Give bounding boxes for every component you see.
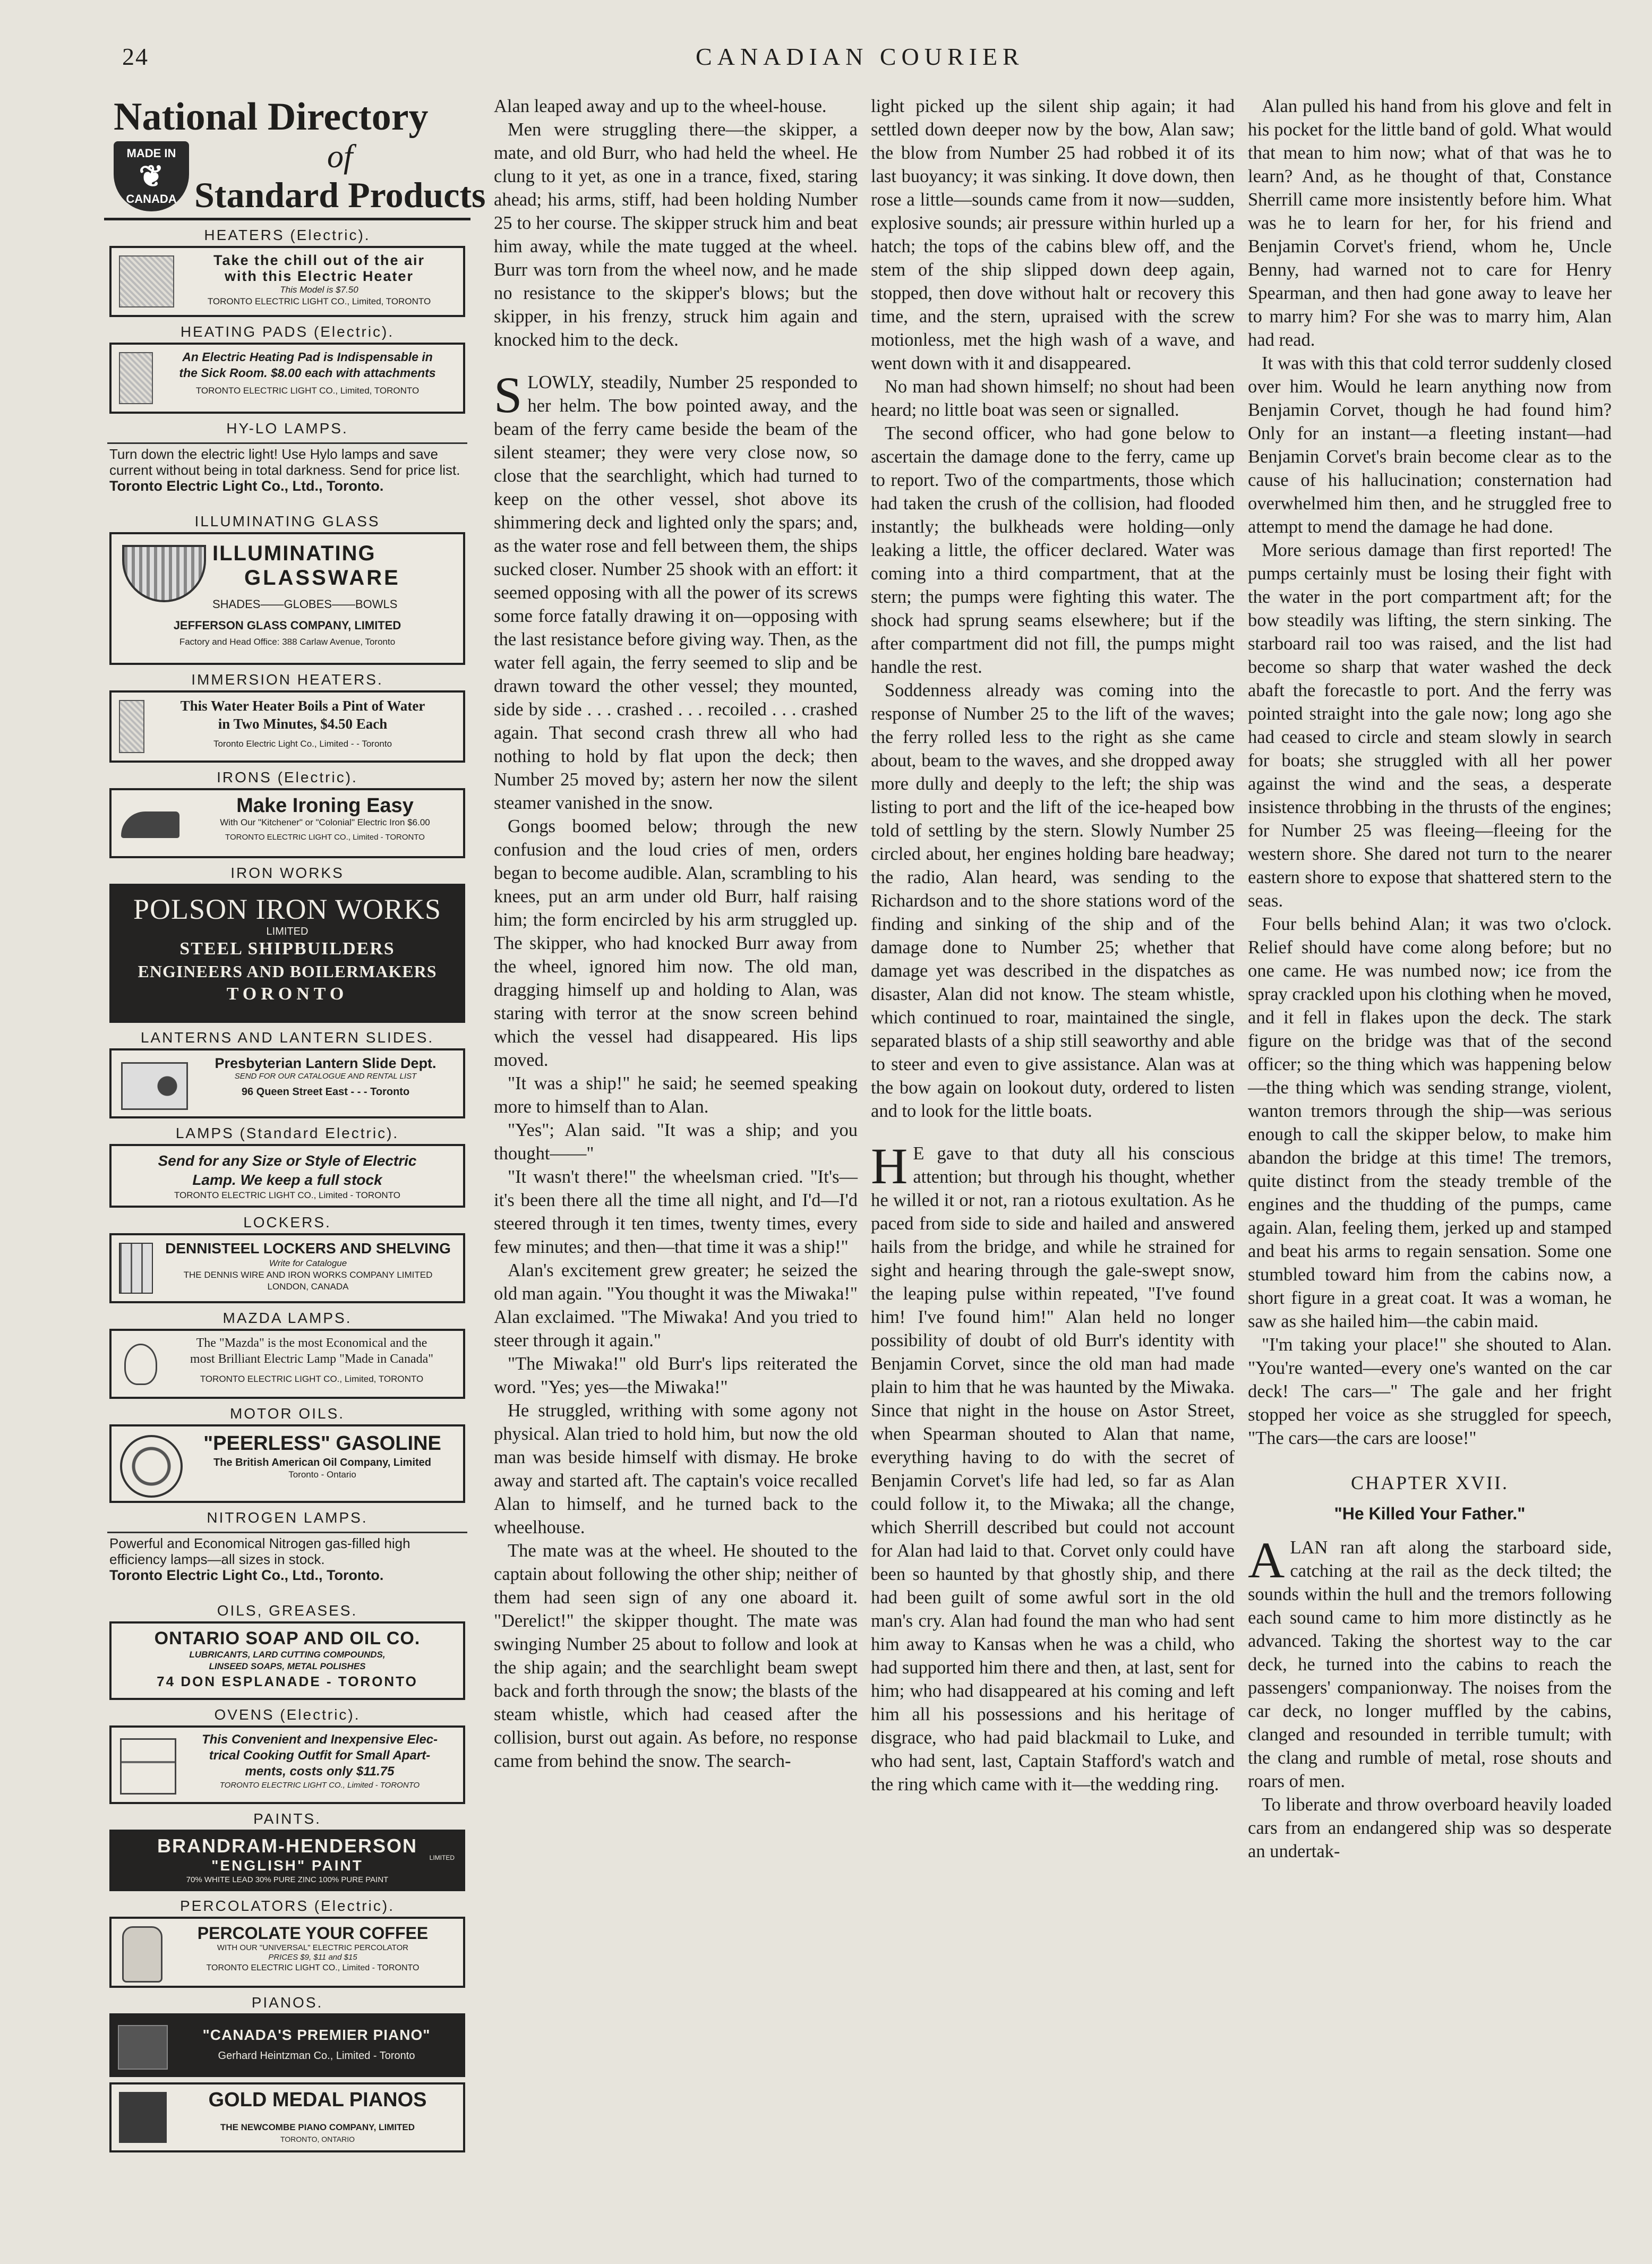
irons-heading: IRONS (Electric). (217, 769, 358, 785)
story-paragraph: "Yes"; Alan said. "It was a ship; and you thought——" (494, 1120, 858, 1164)
peerless-gasoline-ad (109, 1424, 465, 1503)
chapter-subtitle: "He Killed Your Father." (1334, 1504, 1526, 1523)
hylo-ad (104, 444, 470, 507)
brandram-ad-line1: BRANDRAM-HENDERSON (157, 1835, 417, 1857)
drop-cap: A (1248, 1532, 1285, 1588)
story-paragraph: He struggled, writhing with some agony not physical. Alan tried to hold him, but now the old man was beside himself with dismay. He broke away and started aft. The captain's voice recalled Alan to himself, and he turned back to the wheelhouse. (494, 1400, 858, 1537)
heater-ad-company: TORONTO ELECTRIC LIGHT CO., Limited, TORONTO (207, 296, 431, 306)
percolator-ad-line2: WITH OUR "UNIVERSAL" ELECTRIC PERCOLATOR (217, 1943, 409, 1952)
story-paragraph: "I'm taking your place!" she shouted to Alan. "You're wanted—every one's wanted on the car deck! The cars—" The gale and her fright stopped her voice as she struggled for speech, "The cars—the cars are loose!" (1248, 1335, 1612, 1448)
story-paragraph-text: LAN ran aft along the starboard side, catching at the rail as the deck tilted; the sounds within the hull and the tremors following each sound came to him more distinctly as he advanced. Taking the shortest way to the car deck, he turned into the cabins to reach the passengers' companionway. The noises from the car deck, no longer muffled by the cabins, clanged and resounded in terrible tumult; with the clang and rumble of metal, rose shouts and roars of men. (1248, 1537, 1612, 1791)
hylo-ad-text: Turn down the electric light! Use Hylo lamps and save current without being in total darkness. Send for price list. (109, 446, 460, 478)
nitrogen-heading: NITROGEN LAMPS. (207, 1509, 368, 1526)
polson-ad-line5: TORONTO (226, 984, 348, 1004)
brandram-ad-limited: LIMITED (429, 1854, 455, 1861)
ontario-oil-ad-line1: ONTARIO SOAP AND OIL CO. (154, 1628, 421, 1648)
paints-heading: PAINTS. (253, 1810, 321, 1827)
story-paragraph: Alan's excitement grew greater; he seized the old man again. "You thought it was the Miwaka!" Alan exclaimed. "The Miwaka! And you tried to steer through it again." (494, 1260, 858, 1351)
drop-cap: H (871, 1138, 908, 1194)
iron-ad (109, 788, 465, 858)
brandram-ad-line3: "ENGLISH" PAINT (211, 1857, 363, 1874)
percolators-heading: PERCOLATORS (Electric). (179, 1898, 395, 1914)
percolator-ad-company: TORONTO ELECTRIC LIGHT CO., Limited - TORONTO (206, 1963, 420, 1972)
story-paragraph-text: E gave to that duty all his conscious attention; but through his thought, whether he willed it or not, ran a riotous exultation. As he paced from side to side and hailed and answered hails from the bridge, and while he strained for sight and hearing through the gale-swept snow, the leaping pulse within repeated, "I've found him! I've found him!" Alan held no longer possibility of doubt of old Burr's identity with Benjamin Corvet, since the old man had made plain to him that he was haunted by the Miwaka. Since that night in the house on Astor Street, when Spearman shouted to Alan that name, everything having to do with the secret of Benjamin Corvet's life had led, so far as Alan could follow it, to the Miwaka; all the change, which Sherrill described but could not account for Alan had laid to that. Corvet only could have been so haunted by that ghostly ship, and there had been guilt of some awful sort in the old man's cry. Alan had found the man who had sent him away to Kansas when he was a child, who had supported him there and then, at last, sent for him; who had disappeared at his coming and left him all his possessions and his heritage of disgrace, who had paid blackmail to Luke, and who had sent, last, Captain Stafford's watch and the ring which came with it—the wedding ring. (871, 1143, 1235, 1795)
water-heater-ad-company: Toronto Electric Light Co., Limited - - Toronto (213, 739, 392, 749)
ontario-oil-ad-line2: LUBRICANTS, LARD CUTTING COMPOUNDS, (189, 1650, 386, 1660)
polson-ad-line3: STEEL SHIPBUILDERS (179, 939, 395, 959)
mazda-ad-line1: The "Mazda" is the most Economical and the (196, 1336, 427, 1350)
mazda-ad-company: TORONTO ELECTRIC LIGHT CO., Limited, TORONTO (200, 1374, 424, 1384)
jefferson-ad-address: Factory and Head Office: 388 Carlaw Avenue, Toronto (179, 637, 396, 647)
water-heater-ad (109, 690, 465, 763)
story-column-2 (871, 95, 1235, 1796)
light-bulb-icon (124, 1344, 157, 1385)
story-paragraph: It was with this that cold terror suddenly closed over him. Would he learn anything now from Benjamin Corvet, though he had found him? Only for an instant—a fleeting instant—had Benjamin Corvet's brain become clear as to the cause of his hallucination; consternation had overwhelmed him then, and he struggled free to attempt to mend the damage he had done. (1248, 353, 1612, 537)
story-paragraph: "It was a ship!" he said; he seemed speaking more to himself than to Alan. (494, 1073, 858, 1117)
iron-ad-company: TORONTO ELECTRIC LIGHT CO., Limited - TORONTO (225, 833, 425, 842)
motor-oils-heading: MOTOR OILS. (229, 1405, 345, 1422)
iron-ad-line1: Make Ironing Easy (236, 794, 414, 817)
story-paragraph: Men were struggling there—the skipper, a mate, and old Burr, who had held the wheel. He clung to it yet, as one in a trance, fixed, staring ahead; his arms, stiff, had been holding Number 25 to her course. The skipper struck him and beat him away, while the mate tugged at the wheel. Burr was torn from the wheel now, and he made no resistance to the skipper's blows; but the skipper, in his frenzy, struck him again and knocked him to the deck. (494, 119, 858, 350)
story-paragraph: No man had shown himself; no shout had been heard; no little boat was seen or signalled. (871, 377, 1235, 420)
oven-ad (109, 1725, 465, 1804)
ontario-oil-ad-line3: LINSEED SOAPS, METAL POLISHES (209, 1661, 366, 1671)
percolator-ad-line3: PRICES $9, $11 and $15 (268, 1953, 357, 1962)
polson-ad-line4: ENGINEERS AND BOILERMAKERS (138, 962, 437, 981)
gerhard-heintzman-ad (109, 2013, 465, 2077)
story-paragraph: Soddenness already was coming into the response of Number 25 to the lift of the waves; the ferry rolled less to the right as she came about, beam to the waves, and she dropped away more dully and deeply to the left; the ship was listing to port and the lift of the ice-heaped bow told of settling by the stern. Slowly Number 25 circled about, her engines holding bare headway; the radio, Alan heard, was sending to the Richardson and to the shore stations word of the finding and sinking of the ship and of the damage done to Number 25; whether that damage yet was described in the dispatches as disaster, Alan did not know. The steam whistle, which continued to roar, maintained the single, separated blasts of a ship still seaworthy and able to steer and even to give assistance. Alan was at the bow again on lookout duty, ordered to listen and to look for the little boats. (871, 680, 1235, 1121)
story-paragraph: Alan leaped away and up to the wheel-house. (494, 96, 827, 116)
water-heater-illustration-icon (119, 700, 144, 753)
newcombe-ad-line1: GOLD MEDAL PIANOS (208, 2089, 427, 2111)
heater-ad-price: This Model is $7.50 (280, 285, 358, 295)
story-paragraph-text: LOWLY, steadily, Number 25 responded to her helm. The bow pointed away, and the beam of the ferry came beside the beam of the silent steamer; they were very close now, so close that the searchlight, which had turned to keep on the other vessel, shot above its shimmering deck and lighted only the spars; and, as the water rose and fell between them, the ships sucked closer. Number 25 shook with an effort: it seemed opposing with all the power of its screws some force fatally drawing it on—opposing with the last resistance before giving way. Then, as the water fell again, the ferry seemed to slip and be drawn toward the other vessel; they mounted, side by side . . . crashed . . . recoiled . . . crashed again. That second crash threw all who had nothing to hold by flat upon the deck; then Number 25 moved by; astern her now the silent steamer vanished in the snow. (494, 372, 858, 813)
lantern-slide-ad (109, 1048, 465, 1118)
polson-ad-line2: LIMITED (266, 926, 309, 937)
jefferson-ad-line1: ILLUMINATING (212, 542, 376, 565)
heating-pad-ad (109, 343, 465, 414)
oils-greases-heading: OILS, GREASES. (217, 1602, 358, 1619)
heating-pad-ad-line1: An Electric Heating Pad is Indispensable in (182, 350, 433, 364)
lantern-ad-line2: SEND FOR OUR CATALOGUE AND RENTAL LIST (234, 1072, 417, 1081)
drop-cap: S (494, 366, 523, 423)
story-paragraph: The mate was at the wheel. He shouted to the captain about following the other ship; neither of them had seen sign of any one aboard it. "Derelict!" the skipper thought. The mate was swinging Number 25 about to follow and look at the ship again; and the searchlight beam swept back and forth through the snow; the blasts of the steam whistle, which had ceased after the collision, burst out again. As before, no response came from behind the snow. The search- (494, 1541, 858, 1771)
percolator-ad-line1: PERCOLATE YOUR COFFEE (197, 1924, 429, 1943)
pianos-heading: PIANOS. (251, 1994, 323, 2011)
heating-pad-ad-line2: the Sick Room. $8.00 each with attachments (179, 366, 436, 380)
water-heater-ad-line1: This Water Heater Boils a Pint of Water (180, 698, 425, 714)
national-directory (104, 95, 486, 2224)
running-head: CANADIAN COURIER (696, 43, 1024, 70)
badge-top-text: MADE IN (126, 147, 176, 160)
lamps-heading: LAMPS (Standard Electric). (175, 1125, 399, 1141)
mazda-ad-line2: most Brilliant Electric Lamp "Made in Canada" (190, 1352, 434, 1366)
mazda-heading: MAZDA LAMPS. (222, 1310, 352, 1326)
newcombe-piano-ad (109, 2082, 465, 2152)
story-paragraph: The second officer, who had gone below to ascertain the damage done to the ferry, came up to report. Two of the compartments, those which had taken the crush of the collision, had flooded instantly; the bulkheads were holding—only leaking a little, the officer declared. Water was coming into a third compartment, that at the stern; the pumps were fighting this water. The shock had sprung seams elsewhere; but if the after compartment did not fill, the pumps might handle the rest. (871, 423, 1235, 677)
heintzman-ad-company: Gerhard Heintzman Co., Limited - Toronto (218, 2050, 415, 2062)
maple-leaf-icon: ❦ (139, 159, 164, 193)
directory-title-of: of (327, 139, 353, 175)
story-paragraph-dropcap (494, 366, 858, 815)
story-column-1 (494, 95, 858, 1773)
piano-icon (118, 2025, 168, 2070)
percolator-ad (109, 1917, 465, 1988)
illuminating-glass-heading: ILLUMINATING GLASS (194, 513, 380, 529)
directory-title: National Directory (114, 95, 429, 139)
heaters-heading: HEATERS (Electric). (204, 227, 371, 243)
lanterns-heading: LANTERNS AND LANTERN SLIDES. (140, 1029, 434, 1046)
electric-iron-icon (121, 811, 179, 838)
heating-pads-heading: HEATING PADS (Electric). (180, 323, 395, 340)
jefferson-ad-line2: GLASSWARE (244, 566, 400, 590)
projector-lantern-icon (121, 1062, 188, 1110)
jefferson-ad-line3: SHADES——GLOBES——BOWLS (212, 597, 398, 611)
story-paragraph: More serious damage than first reported! The pumps certainly must be losing their fight with the water in the port compartment aft; for the bow steadily was lifting, the stern sinking. The starboard rail too was raised, and the list had become so sharp that water washed the deck abaft the forecastle to port. And the ferry was pointed straight into the gale now; long ago she had ceased to circle and steam slowly in search for boats; she struggled with all her power against the wind and the seas, a desperate insistence throbbing in the thrusts of the engines; for Number 25 was fleeing—fleeing for the western shore. She dared not turn to the nearer eastern shore to expose that shattered stern to the seas. (1248, 540, 1612, 911)
iron-ad-line2: With Our "Kitchener" or "Colonial" Electric Iron $6.00 (220, 817, 430, 827)
ontario-soap-oil-ad (109, 1621, 465, 1700)
immersion-heaters-heading: IMMERSION HEATERS. (191, 671, 383, 688)
glass-bowl-icon (122, 545, 206, 602)
peerless-ad-company: The British American Oil Company, Limited (213, 1457, 432, 1468)
lantern-ad-line1: Presbyterian Lantern Slide Dept. (215, 1055, 436, 1071)
heater-ad-line1: Take the chill out of the air (213, 252, 425, 268)
story-paragraph: "The Miwaka!" old Burr's lips reiterated the word. "Yes; yes—the Miwaka!" (494, 1354, 858, 1397)
oven-ad-line3: ments, costs only $11.75 (245, 1764, 395, 1779)
oven-ad-line2: trical Cooking Outfit for Small Apart- (209, 1748, 431, 1763)
jefferson-glass-ad (109, 532, 465, 665)
story-paragraph: Gongs boomed below; through the new confusion and the loud cries of men, orders began to become audible. Alan, scrambling to his knees, put an arm under old Burr, half raising him; the form encircled by his arm struggled up. The skipper, who had knocked Burr away from the wheel, ignored him now. The old man, dragging himself up and holding to Alan, was staring with terror at the snow screen behind which the vessel had disappeared. His lips moved. (494, 816, 858, 1070)
heintzman-ad-line1: "CANADA'S PREMIER PIANO" (202, 2027, 431, 2043)
story-paragraph: light picked up the silent ship again; it had settled down deeper now by the bow, Alan saw; the blow from Number 25 had robbed it of its last buoyancy; it was sinking. It dove down, then rose a little—sounds came from it now—sudden, explosive sounds; air pressure within hurled up a hatch; the tops of the cabins blew off, and the stem of the ship slipped down deep again, stopped, then dove without halt or recovery this time, and the stern, upraised with the screw motionless, met the high wash of a wave, and went down with it and disappeared. (871, 96, 1235, 373)
jefferson-ad-company: JEFFERSON GLASS COMPANY, LIMITED (173, 619, 401, 632)
lantern-ad-address: 96 Queen Street East - - - Toronto (241, 1086, 410, 1098)
coffee-percolator-icon (122, 1926, 162, 1983)
lamps-ad-line2: Lamp. We keep a full stock (192, 1172, 382, 1188)
heating-pad-ad-company: TORONTO ELECTRIC LIGHT CO., Limited, TORONTO (195, 386, 420, 396)
lockers-heading: LOCKERS. (243, 1214, 331, 1231)
lamps-ad-line1: Send for any Size or Style of Electric (158, 1152, 417, 1169)
mazda-lamp-ad (109, 1329, 465, 1399)
story-paragraph-dropcap (1248, 1532, 1612, 1793)
story-paragraph: Four bells behind Alan; it was two o'clock. Relief should have come along before; but no one came. He was numbed now; ice from the spray crackled upon his clothing when he moved, and it fell in flakes upon the deck. The stark figure on the bridge was that of the second officer; so the thing which was happening below—the thing which was sending strange, violent, wanton tremors through the ship—was serious enough to call the skipper below, to make him abandon the bridge at this time! The tremors, quite distinct from the steady tremble of the engines and the thudding of the pumps, came again. Alan, feeling them, jerked up and stamped and beat his arms to regain sensation. Some one stumbled toward him from the cabins now, a short figure in a great coat. It was a woman, he saw as she hailed him—the cabin maid. (1248, 914, 1612, 1331)
heating-pad-illustration-icon (119, 352, 153, 404)
brandram-ad-line4: 70% WHITE LEAD 30% PURE ZINC 100% PURE PAINT (186, 1875, 389, 1884)
heater-ad (109, 246, 465, 317)
upright-piano-icon (119, 2092, 167, 2143)
brandram-henderson-ad (109, 1830, 465, 1891)
peerless-ad-city: Toronto - Ontario (288, 1470, 356, 1480)
polson-iron-works-ad (109, 884, 465, 1023)
peerless-ad-line1: "PEERLESS" GASOLINE (203, 1432, 441, 1455)
lamps-ad-company: TORONTO ELECTRIC LIGHT CO., Limited - TORONTO (174, 1190, 401, 1200)
story-paragraph: Alan pulled his hand from his glove and felt in his pocket for the little band of gold. What would that mean to him now; what of that was he to learn? And, as he thought of that, Constance Sherrill came more insistently before him. What was he to learn for her, for his friend and Benjamin Corvet's friend, whom he, Uncle Benny, had warned not to care for Henry Spearman, and then had gone away to leave her to marry him? For she was to marry him, Alan had read. (1248, 96, 1612, 350)
lamps-ad (109, 1144, 465, 1208)
ontario-oil-ad-address: 74 DON ESPLANADE - TORONTO (157, 1673, 418, 1689)
lockers-ad-company: THE DENNIS WIRE AND IRON WORKS COMPANY LIMITED (183, 1270, 433, 1280)
lockers-ad-line2: Write for Catalogue (269, 1258, 347, 1268)
story-paragraph-dropcap (871, 1138, 1235, 1796)
nitrogen-ad-company: Toronto Electric Light Co., Ltd., Toronto. (109, 1567, 384, 1583)
locker-icon (119, 1243, 153, 1294)
electric-oven-icon (120, 1738, 176, 1795)
nitrogen-ad-text: Powerful and Economical Nitrogen gas-filled high efficiency lamps—all sizes in stock. (109, 1535, 410, 1567)
hylo-heading: HY-LO LAMPS. (226, 420, 348, 437)
lockers-ad-line1: DENNISTEEL LOCKERS AND SHELVING (165, 1240, 451, 1257)
heater-ad-line2: with this Electric Heater (224, 268, 414, 284)
newcombe-ad-company: THE NEWCOMBE PIANO COMPANY, LIMITED (220, 2122, 415, 2132)
oven-ad-company: TORONTO ELECTRIC LIGHT CO., Limited - TORONTO (219, 1781, 420, 1790)
badge-bottom-text: CANADA (126, 192, 177, 206)
story-paragraph: To liberate and throw overboard heavily loaded cars from an endangered ship was so desperate an undertak- (1248, 1795, 1612, 1861)
heater-illustration-icon (119, 255, 174, 307)
oven-ad-line1: This Convenient and Inexpensive Elec- (201, 1732, 438, 1747)
hylo-ad-company: Toronto Electric Light Co., Ltd., Toronto. (109, 478, 384, 494)
ovens-heading: OVENS (Electric). (214, 1706, 361, 1723)
nitrogen-ad (104, 1533, 470, 1596)
water-heater-ad-line2: in Two Minutes, $4.50 Each (218, 716, 388, 732)
british-american-oil-seal-icon (120, 1435, 183, 1498)
newcombe-ad-city: TORONTO, ONTARIO (280, 2135, 355, 2143)
page-number: 24 (122, 43, 149, 70)
lockers-ad (109, 1233, 465, 1303)
directory-masthead (104, 95, 486, 220)
chapter-title: CHAPTER XVII. (1351, 1472, 1509, 1493)
made-in-canada-badge (114, 141, 189, 211)
iron-works-heading: IRON WORKS (230, 865, 344, 881)
polson-ad-line1: POLSON IRON WORKS (133, 893, 442, 925)
story-paragraph: "It wasn't there!" the wheelsman cried. "It's—it's been there all the time all night, and I'd—I'd steered through it ten times, twenty times, every few minutes; and then—that time it was a ship!" (494, 1167, 858, 1257)
lockers-ad-city: LONDON, CANADA (267, 1281, 349, 1292)
directory-subtitle: Standard Products (194, 175, 486, 215)
story-column-3 (1248, 95, 1612, 1863)
